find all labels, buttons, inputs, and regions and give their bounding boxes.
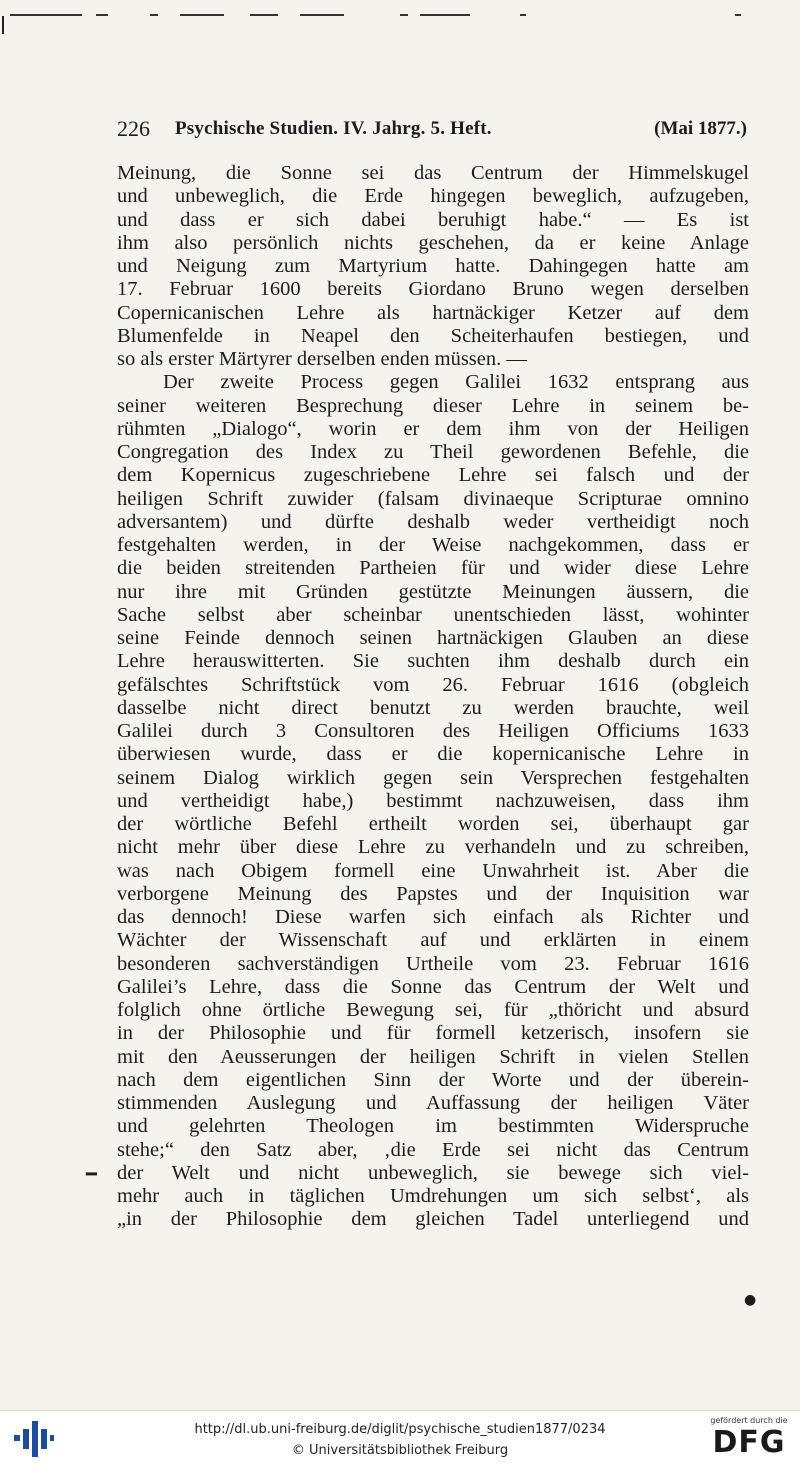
text-line: rühmten „Dialogo“, worin er dem ihm von der Heiligen: [117, 417, 749, 440]
text-line: in der Philosophie und für formell ketzerisch, insofern sie: [117, 1022, 749, 1045]
scan-edge-mark: [300, 14, 344, 16]
text-line: Congregation des Index zu Theil gewordenen Befehle, die: [117, 441, 749, 463]
text-line: 17. Februar 1600 bereits Giordano Bruno wegen derselben: [117, 278, 749, 301]
text-line: Lehre herauswitterten. Sie suchten ihm deshalb durch ein: [117, 650, 749, 673]
text-line: Blumenfelde in Neapel den Scheiterhaufen bestiegen, und: [117, 324, 749, 347]
scan-edge-mark: [735, 14, 741, 16]
funder-logo-text: DFG: [712, 1425, 786, 1460]
text-line: die beiden streitenden Partheien für und wider diese Lehre: [117, 557, 749, 580]
paragraph-start-line: Der zweite Process gegen Galilei 1632 entsprang aus: [163, 371, 749, 394]
text-line: besonderen sachverständigen Urtheile vom 23. Februar 1616: [117, 952, 749, 975]
scan-edge-mark: [96, 14, 108, 16]
permalink-url[interactable]: http://dl.ub.uni-freiburg.de/diglit/psychische_studien1877/0234: [194, 1422, 606, 1437]
text-line: stimmenden Auslegung und Auffassung der heiligen Väter: [117, 1092, 749, 1114]
text-line: was nach Obigem formell eine Unwahrheit ist. Aber die: [117, 859, 749, 882]
scan-edge-marks: [0, 6, 800, 22]
text-line: nicht mehr über diese Lehre zu verhandeln und zu schreiben,: [117, 836, 749, 859]
running-header: [117, 116, 747, 146]
viewer-footer: [0, 1410, 800, 1466]
text-line: mit den Aeusserungen der heiligen Schrift in vielen Stellen: [117, 1045, 749, 1068]
issue-date: (Mai 1877.): [654, 118, 747, 139]
text-line: und gelehrten Theologen im bestimmten Widerspruche: [117, 1115, 749, 1138]
scan-edge-mark: [10, 14, 82, 16]
scan-edge-tick: [2, 16, 4, 34]
running-title: Psychische Studien. IV. Jahrg. 5. Heft.: [175, 118, 492, 139]
text-line: adversantem) und dürfte deshalb weder vertheidigt noch: [117, 510, 749, 533]
text-line: Meinung, die Sonne sei das Centrum der Himmelskugel: [117, 162, 749, 184]
scan-edge-mark: [150, 14, 158, 16]
text-line: festgehalten werden, in der Weise nachgekommen, dass er: [117, 534, 749, 556]
dfg-logo-icon[interactable]: [706, 1416, 792, 1462]
scan-edge-mark: [420, 14, 470, 16]
text-line: folglich ohne örtliche Bewegung sei, für „thöricht und absurd: [117, 999, 749, 1021]
text-line: so als erster Märtyrer derselben enden müssen. —: [117, 348, 527, 370]
text-line: nur ihre mit Gründen gestützte Meinungen äussern, die: [117, 580, 749, 603]
funding-note: gefördert durch die: [710, 1416, 788, 1425]
text-line: und Neigung zum Martyrium hatte. Dahingegen hatte am: [117, 255, 749, 277]
text-line: Copernicanischen Lehre als hartnäckiger Ketzer auf dem: [117, 301, 749, 324]
text-line: das dennoch! Diese warfen sich einfach als Richter und: [117, 906, 749, 928]
text-line: nach dem eigentlichen Sinn der Worte und der überein-: [117, 1068, 749, 1091]
scan-edge-mark: [520, 14, 526, 16]
scan-edge-mark: [400, 14, 408, 16]
text-line: verborgene Meinung des Papstes und der Inquisition war: [117, 882, 749, 905]
text-line: der wörtliche Befehl ertheilt worden sei, überhaupt gar: [117, 813, 749, 835]
body-text: [117, 162, 749, 1232]
text-line: überwiesen wurde, dass er die kopernicanische Lehre in: [117, 743, 749, 766]
text-line: dasselbe nicht direct benutzt zu werden brauchte, weil: [117, 696, 749, 719]
text-line: seiner weiteren Besprechung dieser Lehre in seinem be-: [117, 394, 749, 417]
text-line: gefälschtes Schriftstück vom 26. Februar 1616 (obgleich: [117, 673, 749, 696]
text-line: der Welt und nicht unbeweglich, sie bewege sich viel-: [117, 1161, 749, 1184]
scan-edge-mark: [250, 14, 278, 16]
margin-mark: ━: [86, 1164, 97, 1185]
copyright-notice: © Universitätsbibliothek Freiburg: [291, 1443, 509, 1458]
text-line: seine Feinde dennoch seinen hartnäckigen Glauben an diese: [117, 627, 749, 649]
page-number: 226: [117, 116, 150, 141]
text-line: stehe;“ den Satz aber, ‚die Erde sei nicht das Centrum: [117, 1138, 749, 1161]
scan-edge-mark: [180, 14, 224, 16]
text-line: und unbeweglich, die Erde hingegen beweglich, aufzugeben,: [117, 185, 749, 208]
text-line: Galilei’s Lehre, dass die Sonne das Centrum der Welt und: [117, 975, 749, 998]
text-line: seinem Dialog wirklich gegen sein Versprechen festgehalten: [117, 766, 749, 789]
text-line: und dass er sich dabei beruhigt habe.“ — Es ist: [117, 208, 749, 231]
text-line: Galilei durch 3 Consultoren des Heiligen Officiums 1633: [117, 720, 749, 742]
text-line: „in der Philosophie dem gleichen Tadel unterliegend und: [117, 1208, 749, 1231]
text-line: und vertheidigt habe,) bestimmt nachzuweisen, dass ihm: [117, 789, 749, 812]
text-line: Sache selbst aber scheinbar unentschieden lässt, wohinter: [117, 603, 749, 626]
text-line: ihm also persönlich nichts geschehen, da er keine Anlage: [117, 231, 749, 254]
text-line: heiligen Schrift zuwider (falsam divinaeque Scripturae omnino: [117, 487, 749, 510]
text-line: mehr auch in täglichen Umdrehungen um sich selbst‘, als: [117, 1185, 749, 1207]
text-line: Wächter der Wissenschaft auf und erklärten in einem: [117, 929, 749, 952]
text-line: dem Kopernicus zugeschriebene Lehre sei falsch und der: [117, 464, 749, 487]
margin-dot: ●: [744, 1292, 757, 1308]
